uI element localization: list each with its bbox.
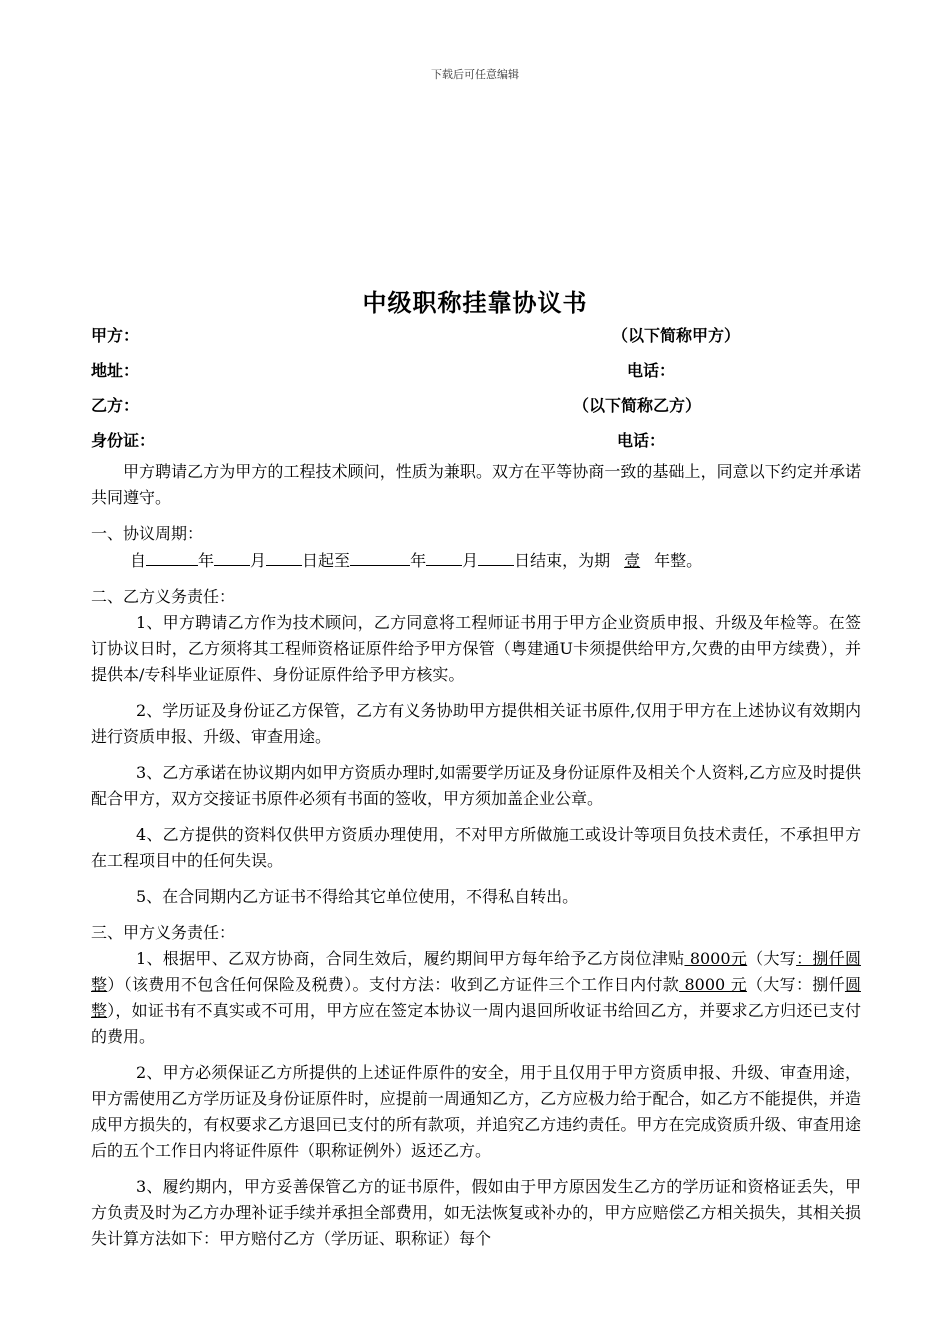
agreement-body [91,459,861,1262]
period-year-end: 年整。 [654,551,703,570]
section-heading: 二、乙方义务责任： [91,587,236,606]
allowance-amount: 8000元 [684,949,748,968]
payment-amount-words: 圆整 [91,975,861,1020]
clause-text: （大写 [747,949,797,968]
party-a-note: （以下简称甲方） [612,326,741,345]
list-item: 3、乙方承诺在协议期内如甲方资质办理时,如需要学历证及身份证原件及相关个人资料,乙方应及时提供配合甲方，双方交接证书原件必须有书面的签收，甲方须加盖企业公章。 [91,763,861,808]
month-text: 月 [462,551,479,570]
clause-text: ）（该费用不包含任何保险及税费）。支付方法：收到乙方证件三个工作日内付款 [107,975,680,994]
agreement-period-line [91,547,861,574]
document-title: 中级职称挂靠协议书 [362,289,588,317]
clause-text: 1、根据甲、乙双方协商，合同生效后，履约期间甲方每年给予乙方岗位津贴 [136,949,685,968]
list-item: 2、学历证及身份证乙方保管，乙方有义务协助甲方提供相关证书原件,仅用于甲方在上述协议有效期内进行资质申报、升级、审查用途。 [91,701,861,746]
list-item: 1、甲方聘请乙方作为技术顾问，乙方同意将工程师证书用于甲方企业资质申报、升级及年检等。在签订协议日时，乙方须将其工程师资格证原件给予甲方保管（粤建通U卡须提供给甲方,欠费的由甲方续费），并提供本/专科毕业证原件、身份证原件给予甲方核实。 [91,613,861,684]
period-start-text: 日起至 [302,551,351,570]
period-end-text: 日结束，为期 [514,551,611,570]
clause-text: ），如证书有不真实或不可用，甲方应在签定本协议一周内退回所收证书给回乙方，并要求乙方归还已支付的费用。 [91,1001,861,1046]
start-month-blank[interactable] [214,547,250,566]
year-text: 年 [198,551,215,570]
phone-label: 电话： [627,361,676,380]
start-day-blank[interactable] [266,547,302,566]
period-from: 自 [130,551,147,570]
intro-paragraph: 甲方聘请乙方为甲方的工程技术顾问，性质为兼职。双方在平等协商一致的基础上，同意以下约定并承诺共同遵守。 [91,462,861,507]
year-text: 年 [410,551,427,570]
list-item: 3、履约期内，甲方妥善保管乙方的证书原件，假如由于甲方原因发生乙方的学历证和资格证丢失，甲方负责及时为乙方办理补证手续并承担全部费用，如无法恢复或补办的，甲方应赔偿乙方相关损失，其相关损失计算方法如下：甲方赔付乙方（学历证、职称证）每个 [91,1177,861,1248]
list-item: 2、甲方必须保证乙方所提供的上述证件原件的安全，用于且仅用于甲方资质申报、升级、审查用途，甲方需使用乙方学历证及身份证原件时，应提前一周通知乙方，乙方应极力给于配合，如乙方不能提供，并造成甲方损失的，有权要求乙方退回已支付的所有款项，并追究乙方违约责任。甲方在完成资质升级、审查用途后的五个工作日内将证件原件（职称证例外）返还乙方。 [91,1063,861,1160]
list-item [91,946,861,1050]
payment-amount: 8000 元 [679,975,747,994]
start-year-blank[interactable] [146,547,198,566]
party-a-label: 甲方： [91,326,140,345]
month-text: 月 [250,551,267,570]
address-label: 地址： [91,361,140,380]
section-heading: 三、甲方义务责任： [91,923,236,942]
watermark-text: 下载后可任意编辑 [431,68,519,81]
list-item: 5、在合同期内乙方证书不得给其它单位使用，不得私自转出。 [136,887,579,906]
clause-text: （大写：捌仟 [746,975,845,994]
id-card-label: 身份证： [91,431,156,450]
party-b-note: （以下简称乙方） [573,396,702,415]
end-month-blank[interactable] [426,547,462,566]
end-day-blank[interactable] [478,547,514,566]
list-item: 4、乙方提供的资料仅供甲方资质办理使用，不对甲方所做施工或设计等项目负技术责任，不承担甲方在工程项目中的任何失误。 [91,825,861,870]
phone-label: 电话： [617,431,666,450]
allowance-amount-words: ：捌仟圆整 [91,949,861,994]
end-year-blank[interactable] [350,547,410,566]
section-heading: 一、协议周期： [91,524,204,543]
party-b-label: 乙方： [91,396,140,415]
term-value: 壹 [624,551,641,570]
